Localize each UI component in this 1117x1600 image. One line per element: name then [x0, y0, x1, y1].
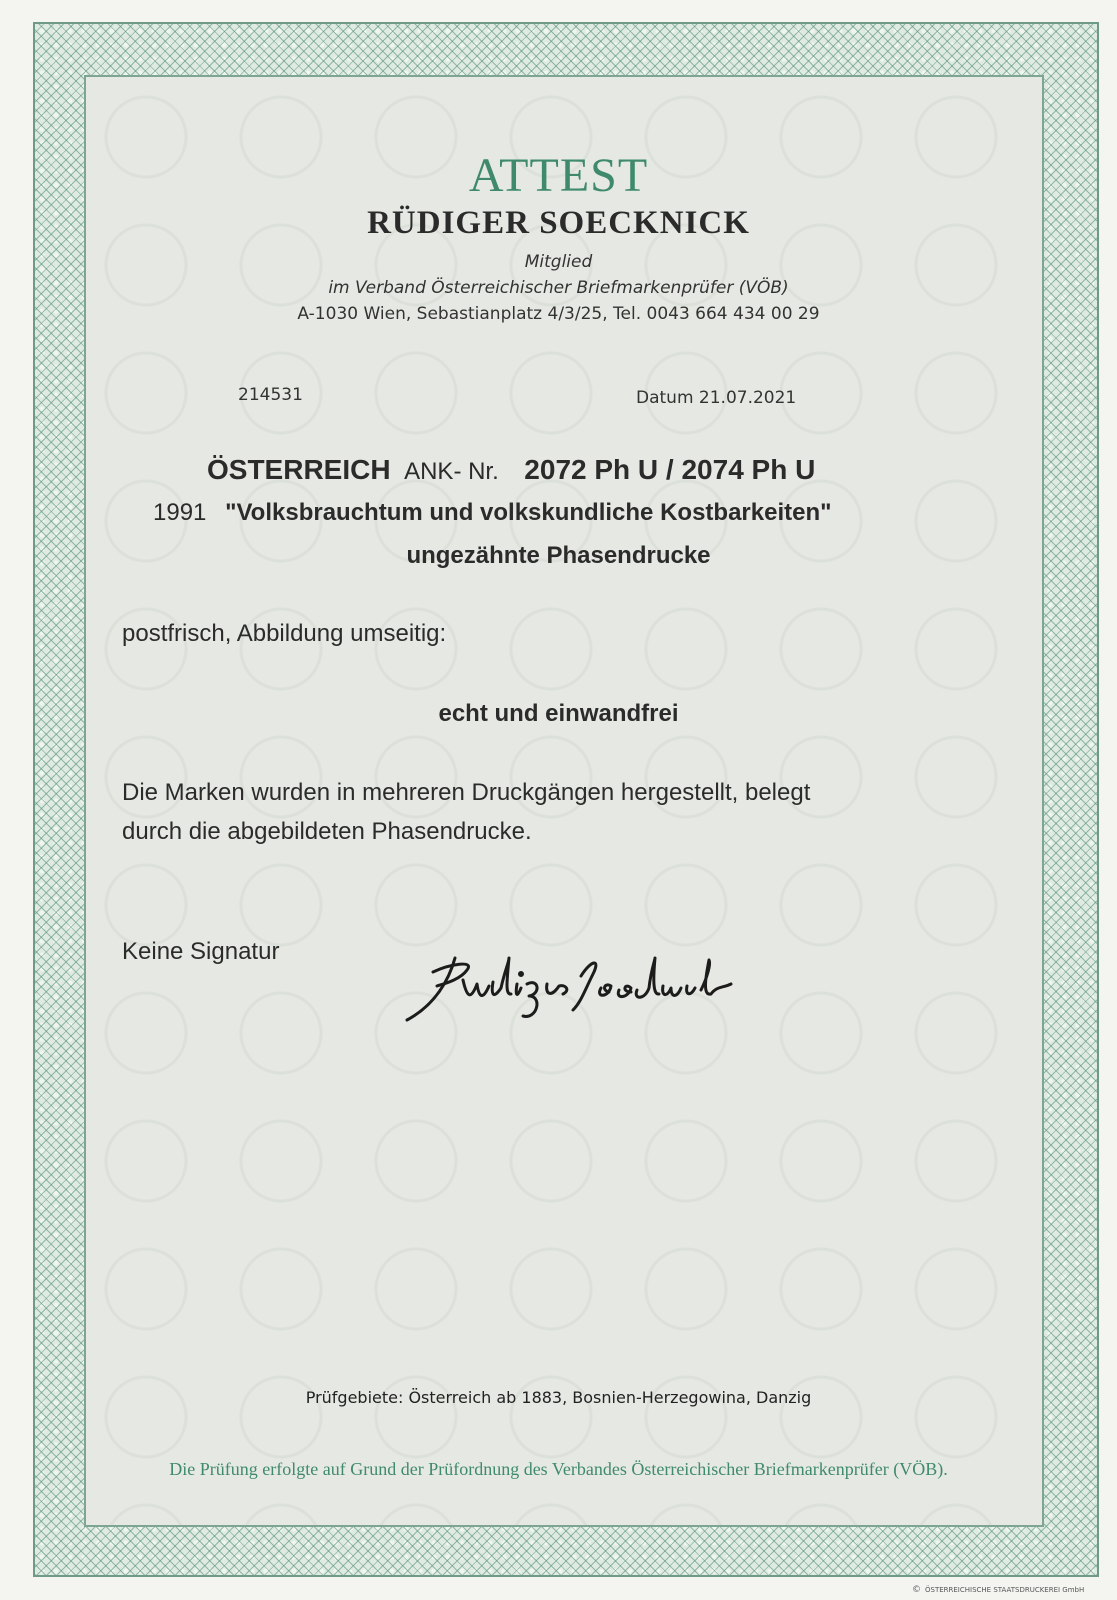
examiner-address: A-1030 Wien, Sebastianplatz 4/3/25, Tel. 0043 664 434 00 29 — [297, 304, 820, 324]
remark-line-1: Die Marken wurden in mehreren Druckgängen hergestellt, belegt — [122, 779, 811, 806]
country-name: ÖSTERREICH — [207, 454, 391, 485]
issue-line — [153, 499, 832, 527]
printer-mark — [912, 1585, 1084, 1595]
catalog-prefix: ANK- Nr. — [404, 458, 499, 485]
signature-icon — [405, 950, 735, 1040]
certificate-date: Datum 21.07.2021 — [636, 388, 797, 408]
membership-label: Mitglied — [524, 252, 593, 272]
examination-areas: Prüfgebiete: Österreich ab 1883, Bosnien-Herzegowina, Danzig — [305, 1388, 812, 1407]
remark-line-2: durch die abgebildeten Phasendrucke. — [122, 818, 532, 845]
issue-title: "Volksbrauchtum und volkskundliche Kostbarkeiten" — [225, 499, 832, 526]
signature-note: Keine Signatur — [122, 938, 280, 965]
issue-year: 1991 — [153, 499, 207, 526]
handwritten-signature — [405, 950, 735, 1040]
certificate-title: ATTEST — [468, 149, 649, 202]
association-name: im Verband Österreichischer Briefmarkenprüfer (VÖB) — [328, 278, 789, 298]
regulation-note: Die Prüfung erfolgte auf Grund der Prüfordnung des Verbandes Österreichischer Briefmarkenprüfer (VÖB). — [169, 1459, 948, 1479]
item-description: ungezähnte Phasendrucke — [406, 542, 711, 569]
item-catalog-line — [207, 454, 815, 486]
catalog-numbers: 2072 Ph U / 2074 Ph U — [524, 454, 816, 485]
examiner-name: RÜDIGER SOECKNICK — [367, 205, 750, 241]
condition-text: postfrisch, Abbildung umseitig: — [122, 620, 447, 647]
certificate-number: 214531 — [238, 385, 303, 405]
signature-name — [405, 1068, 413, 1069]
copyright-icon: © — [912, 1585, 921, 1595]
verdict-text: echt und einwandfrei — [438, 700, 679, 727]
printer-name: ÖSTERREICHISCHE STAATSDRUCKEREI GmbH — [925, 1586, 1085, 1594]
